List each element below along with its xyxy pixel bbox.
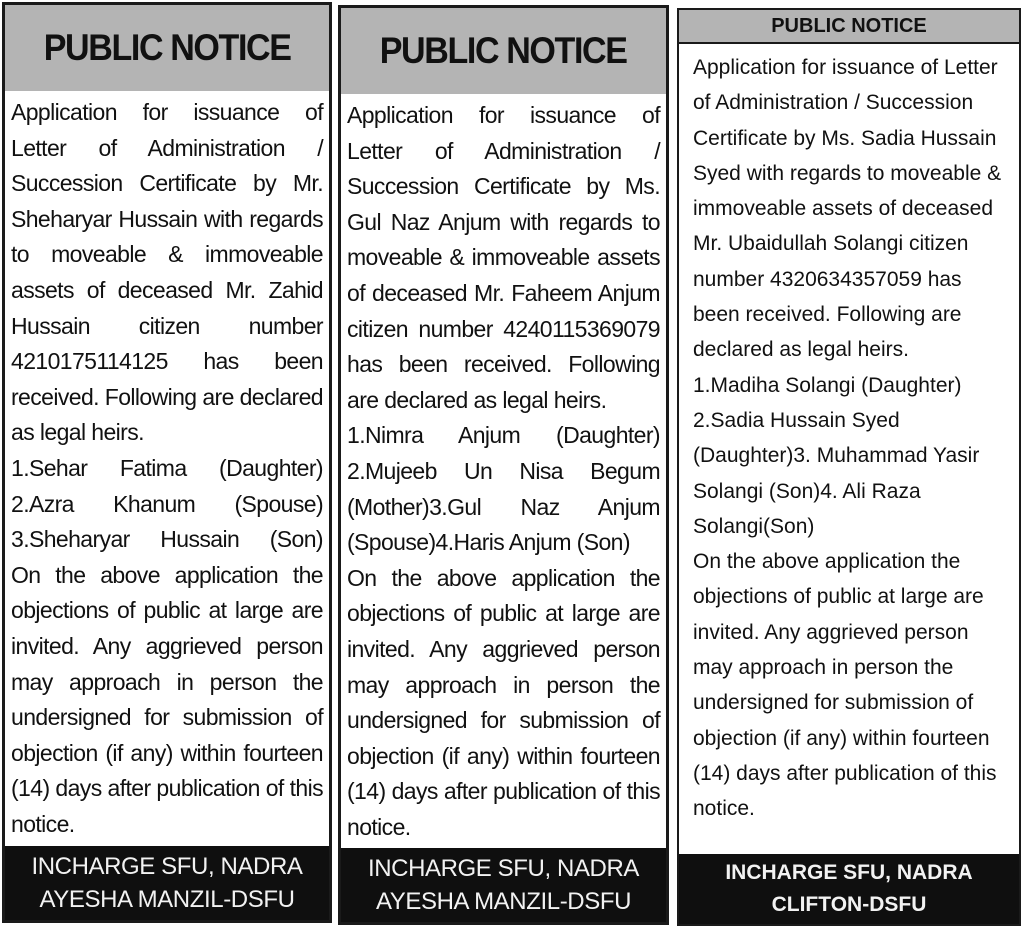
heirs-list: [693, 368, 1011, 544]
public-notice-1: [2, 2, 332, 923]
notice-objection: On the above application the objections of public at large are invited. Any aggrieved person may approach in person the undersigned for submission of objection (if any) within fourteen (14) days after publication of this notice.: [693, 550, 997, 821]
heirs-list: [347, 418, 660, 560]
footer-line-1: INCHARGE SFU, NADRA: [725, 861, 973, 884]
public-notice-3: [677, 8, 1021, 926]
notice-header: PUBLIC NOTICE: [341, 8, 666, 94]
notice-footer: [679, 854, 1019, 924]
notice-footer: [5, 846, 329, 920]
heirs-list: [11, 451, 323, 558]
notice-intro: Application for issuance of Letter of Administration / Succession Certificate by Mr. Sheharyar Hussain with regards to moveable & immoveable assets of deceased Mr. Zahid Hussain citizen number 4210175114125 has been received. Following are declared as legal heirs.: [11, 99, 323, 446]
notice-body: [341, 94, 666, 848]
heir-item: 2.Azra Khanum (Spouse): [11, 490, 323, 517]
heir-item: 2.Sadia Hussain Syed (Daughter)3. Muhammad Yasir Solangi (Son)4. Ali Raza Solangi(Son): [693, 408, 980, 538]
notice-body: [5, 91, 329, 846]
public-notice-2: [338, 5, 669, 925]
footer-line-2: AYESHA MANZIL-DSFU: [375, 888, 632, 915]
footer-line-2: AYESHA MANZIL-DSFU: [39, 886, 295, 913]
notice-footer: [341, 848, 666, 922]
footer-line-2: CLIFTON-DSFU: [771, 893, 927, 916]
heir-item: 1.Sehar Fatima (Daughter): [11, 454, 323, 481]
notice-intro: Application for issuance of Letter of Administration / Succession Certificate by Ms. Gul Naz Anjum with regards to moveable & immoveable assets of deceased Mr. Faheem Anjum citizen number 4240115369079 has been received. Following are declared as legal heirs.: [347, 102, 660, 413]
notice-objection: On the above application the objections of public at large are invited. Any aggrieved person may approach in person the undersigned for submission of objection (if any) within fourteen (14) days after publication of this notice.: [347, 564, 660, 840]
footer-line-1: INCHARGE SFU, NADRA: [367, 855, 640, 882]
heir-item: 1.Madiha Solangi (Daughter): [693, 373, 962, 397]
notice-objection: On the above application the objections of public at large are invited. Any aggrieved person may approach in person the undersigned for submission of objection (if any) within fourteen (14) days after publication of this notice.: [11, 561, 323, 837]
footer-line-1: INCHARGE SFU, NADRA: [31, 853, 303, 880]
notice-header: PUBLIC NOTICE: [679, 10, 1019, 44]
notice-body: [679, 44, 1019, 854]
heir-item: 3.Sheharyar Hussain (Son): [11, 526, 323, 553]
notice-header: PUBLIC NOTICE: [5, 5, 329, 91]
heir-item: 1.Nimra Anjum (Daughter): [347, 422, 660, 449]
notice-intro: Application for issuance of Letter of Administration / Succession Certificate by Ms. Sadia Hussain Syed with regards to moveable & immoveable assets of deceased Mr. Ubaidullah Solangi citizen number 4320634357059 has been received. Following are declared as legal heirs.: [693, 56, 1002, 362]
heir-item: 2.Mujeeb Un Nisa Begum (Mother)3.Gul Naz Anjum (Spouse)4.Haris Anjum (Son): [347, 457, 660, 556]
